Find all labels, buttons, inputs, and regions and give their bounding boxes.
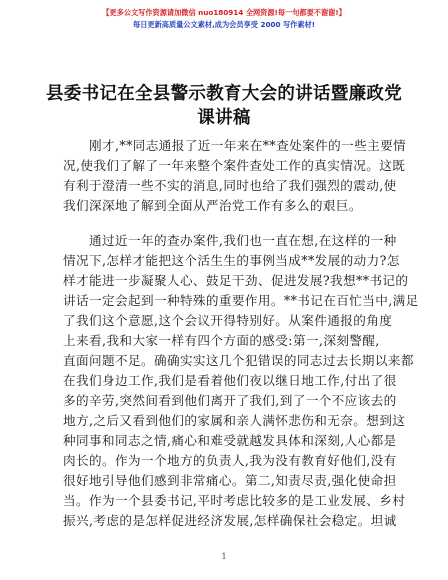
paragraph-line: 样才能进一步凝聚人心、鼓足干劲、促进发展?我想**书记的 — [63, 273, 409, 288]
paragraph-line: 当。作为一个县委书记,平时考虑比较多的是工业发展、乡村 — [63, 493, 406, 508]
paragraph-line: 很好地引导他们感到非常痛心。第二,知责尽责,强化使命担 — [63, 473, 397, 488]
paragraph-line: 地方,之后又看到他们的家属和亲人满怀悲伤和无奈。想到这 — [63, 413, 406, 428]
promo-banner-line-1: 【更多公文写作资源请加微信 nuo180914 全网资源!每一句都要不谢谢!】 — [102, 8, 346, 17]
paragraph-line: 有利于澄清一些不实的消息,同时也给了我们强烈的震动,使 — [63, 178, 397, 193]
paragraph-line: 我们深深地了解到全面从严治党工作有多么的艰巨。 — [63, 198, 362, 213]
paragraph-1 — [63, 136, 407, 216]
paragraph-line: 直面问题不足。确确实实这几个犯错误的同志过去长期以来都 — [63, 353, 414, 368]
document-title — [40, 82, 408, 130]
paragraph-line: 多的辛劳,突然间看到他们离开了我们,到了一个不应该去的 — [63, 393, 397, 408]
paragraph-line: 肉长的。作为一个地方的负责人,我为没有教育好他们,没有 — [63, 453, 397, 468]
title-line-1: 县委书记在全县警示教育大会的讲话暨廉政党 — [46, 84, 402, 104]
paragraph-line: 通过近一年的查办案件,我们也一直在想,在这样的一种 — [89, 233, 397, 248]
paragraph-line: 情况下,怎样才能把这个活生生的事例当成**发展的动力?怎 — [63, 253, 400, 268]
paragraph-gap — [63, 216, 393, 231]
paragraph-line: 振兴,考虑的是怎样促进经济发展,怎样确保社会稳定。坦诚 — [63, 513, 397, 528]
paragraph-line: 种同事和同志之情,痛心和难受就越发具体和深刻,人心都是 — [63, 433, 397, 448]
paragraph-line: 上来看,我和大家一样有四个方面的感受:第一,深刻警醒, — [63, 333, 380, 348]
paragraph-line: 在我们身边工作,我们是看着他们夜以继日地工作,付出了很 — [63, 373, 397, 388]
paragraph-line: 刚才,**同志通报了近一年来在**查处案件的一些主要情 — [89, 138, 407, 153]
paragraph-line: 况,使我们了解了一年来整个案件查处工作的真实情况。这既 — [63, 158, 406, 173]
paragraph-line: 讲话一定会起到一种特殊的重要作用。**书记在百忙当中,满足 — [63, 293, 419, 308]
promo-banner-line-2: 每日更新高质量公文素材,成为会员享受 2000 写作素材! — [133, 20, 315, 29]
title-line-2: 课讲稿 — [197, 108, 251, 128]
paragraph-line: 了我们这个意愿,这个会议开得特别好。从案件通报的角度 — [63, 313, 393, 328]
paragraph-2 — [63, 231, 419, 531]
document-body — [63, 136, 419, 531]
page-number: 1 — [221, 552, 227, 561]
